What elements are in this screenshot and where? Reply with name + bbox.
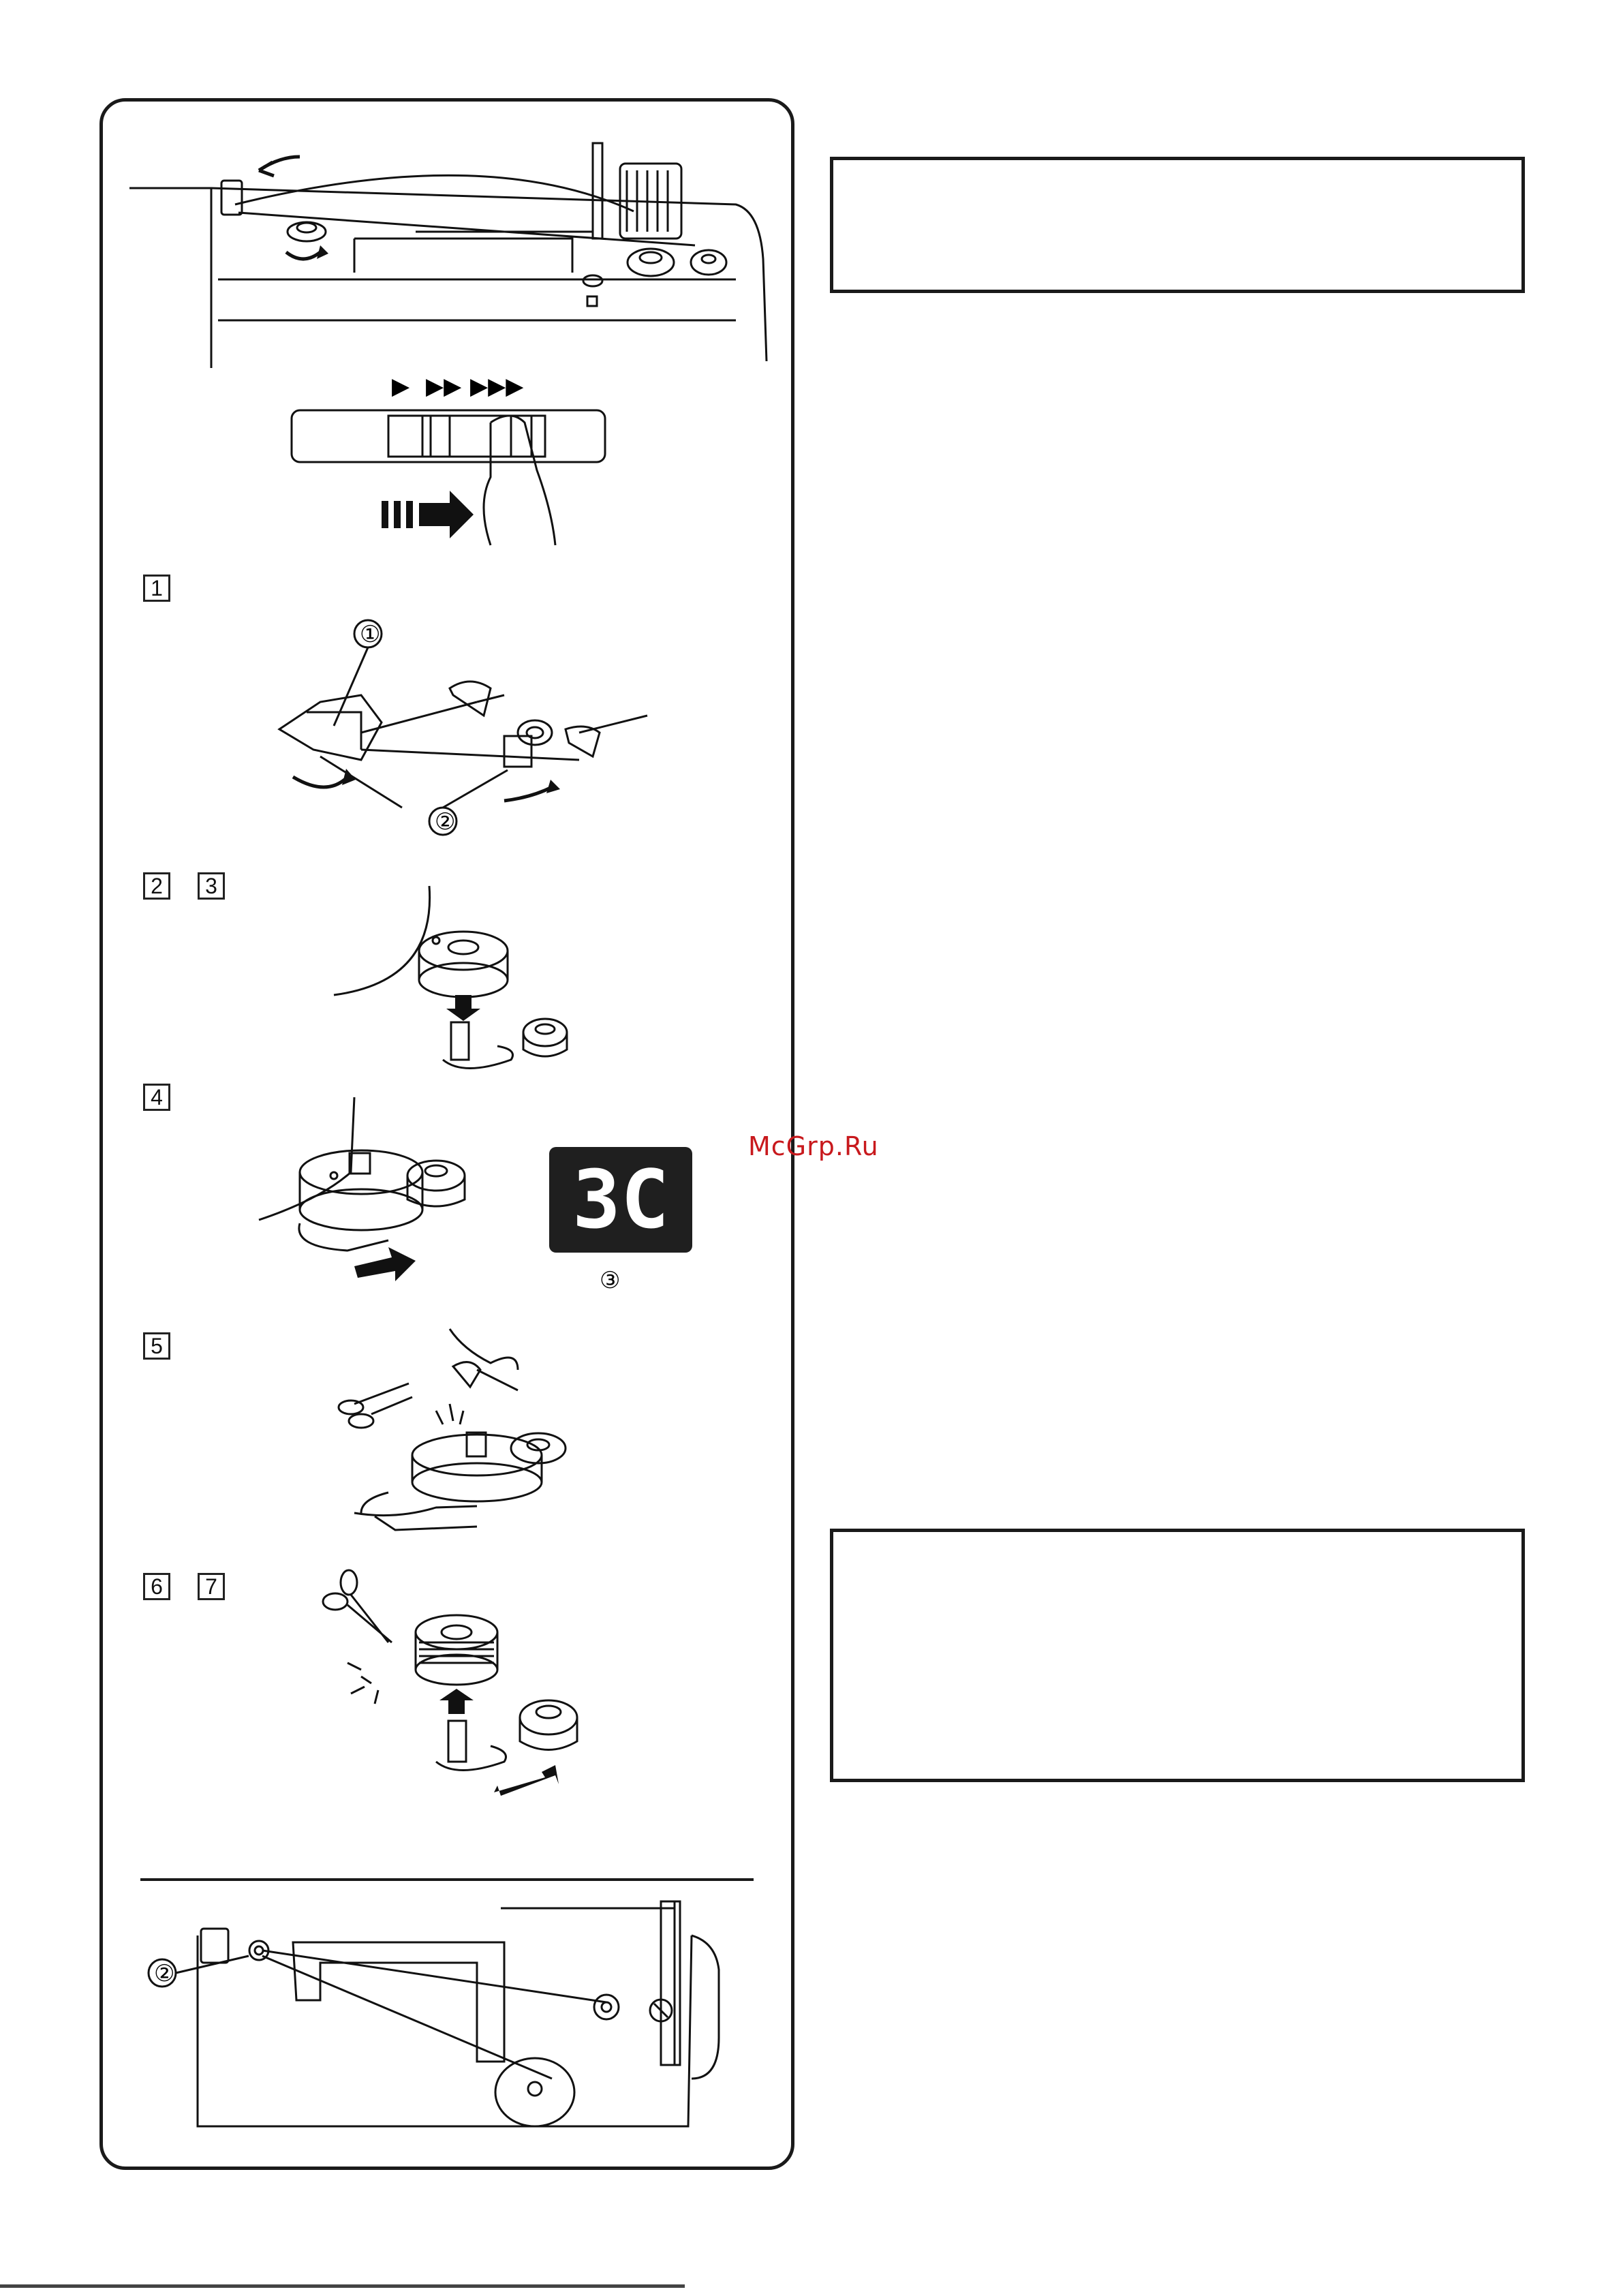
step-4-illustration xyxy=(252,1097,477,1288)
step-7-marker: 7 xyxy=(198,1573,225,1600)
callout-3-marker xyxy=(594,1259,635,1300)
machine-threading-illustration xyxy=(136,1901,749,2160)
callout-2-bottom: ② xyxy=(154,1960,175,1987)
callout-1: ① xyxy=(360,621,381,648)
note-box-bottom xyxy=(830,1529,1525,1782)
step-5-illustration xyxy=(334,1329,579,1533)
step-1-illustration xyxy=(266,613,661,845)
display-readout-text: 3C xyxy=(572,1152,670,1246)
step-4-marker: 4 xyxy=(143,1084,170,1111)
callout-3: ③ xyxy=(600,1267,621,1294)
speed-medium-label: ▶▶ xyxy=(426,373,462,400)
note-box-top xyxy=(830,157,1525,293)
callout-2: ② xyxy=(435,808,456,836)
speed-slider-illustration xyxy=(286,368,613,552)
page-bottom-rule xyxy=(0,2284,685,2288)
section-divider xyxy=(140,1878,754,1881)
step-6-7-illustration xyxy=(320,1567,606,1813)
step-1-marker: 1 xyxy=(143,575,170,602)
step-6-marker: 6 xyxy=(143,1573,170,1600)
speed-slow-label: ▶ xyxy=(392,373,410,400)
step-2-marker: 2 xyxy=(143,872,170,900)
step-3-marker: 3 xyxy=(198,872,225,900)
step-2-3-illustration xyxy=(327,879,586,1090)
watermark: McGrp.Ru xyxy=(748,1131,879,1161)
speed-fast-label: ▶▶▶ xyxy=(470,373,524,400)
machine-top-illustration xyxy=(129,136,777,368)
step-5-marker: 5 xyxy=(143,1332,170,1360)
